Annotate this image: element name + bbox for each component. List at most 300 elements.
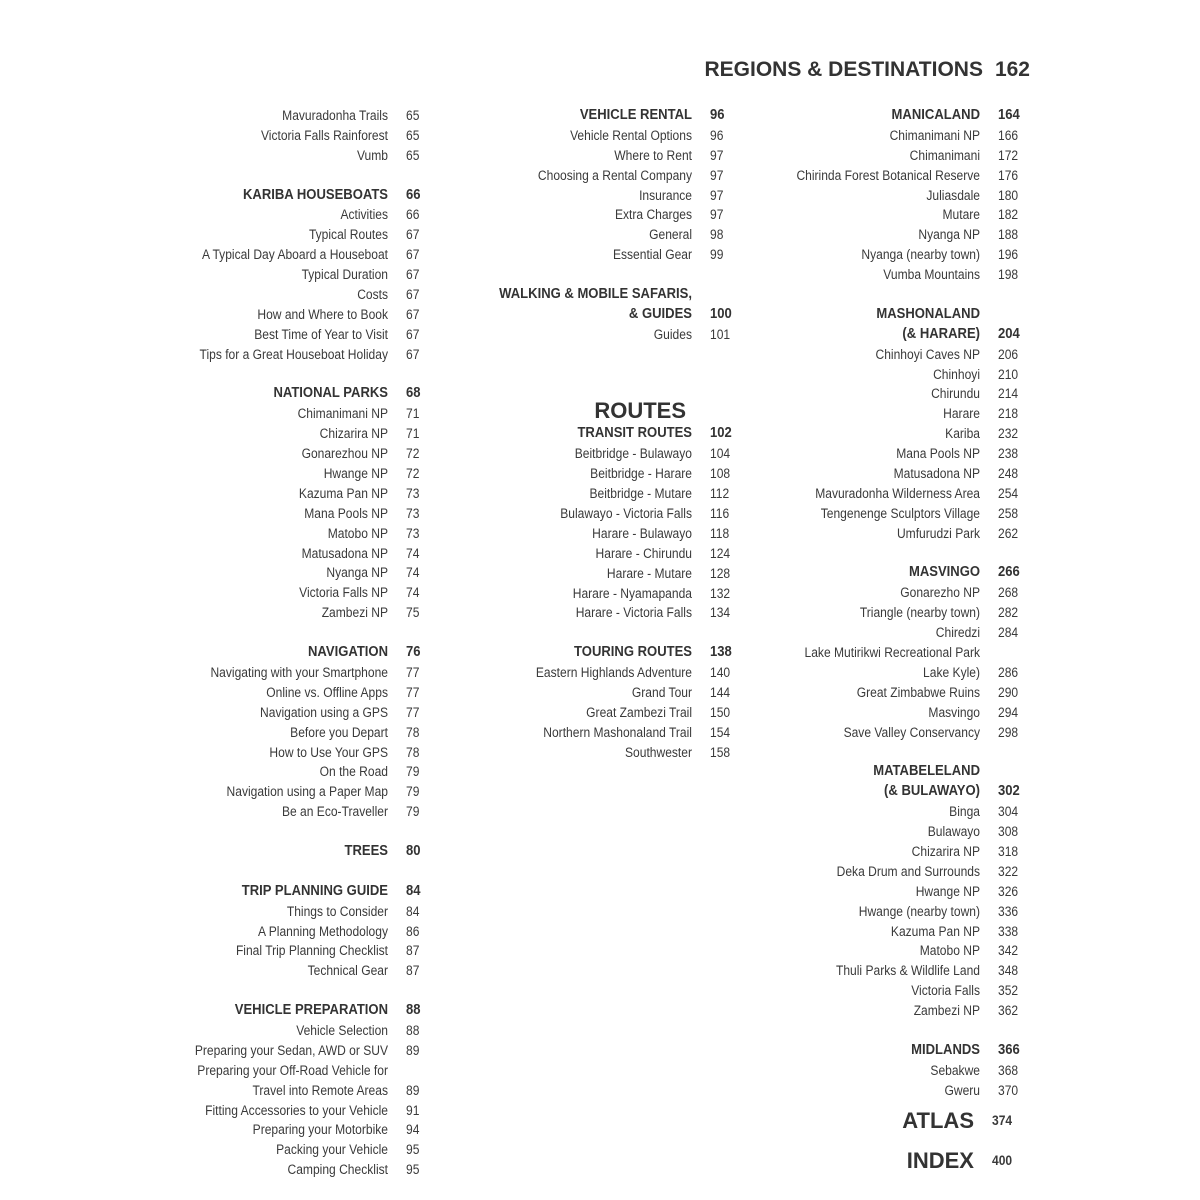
entry-page-number: 73 xyxy=(406,485,420,501)
toc-entry[interactable] xyxy=(791,941,1034,961)
toc-entry[interactable] xyxy=(791,524,1034,544)
entry-title: Preparing your Motorbike xyxy=(252,1122,388,1138)
entry-page-number: 164 xyxy=(998,107,1020,123)
toc-entry[interactable] xyxy=(179,603,442,623)
toc-entry[interactable] xyxy=(179,504,442,524)
entry-title: Kazuma Pan NP xyxy=(298,485,388,501)
entry-title: Nyanga NP xyxy=(326,565,388,581)
toc-entry[interactable] xyxy=(179,404,442,424)
entry-title: Navigation using a Paper Map xyxy=(226,784,388,800)
entry-title: Tips for a Great Houseboat Holiday xyxy=(199,346,388,362)
entry-page-number: 97 xyxy=(710,147,724,163)
entry-title: How to Use Your GPS xyxy=(269,744,388,760)
toc-entry[interactable] xyxy=(791,583,1034,603)
entry-title: Chimanimani NP xyxy=(889,127,980,143)
entry-title: Matusadona NP xyxy=(893,466,980,482)
entry-page-number: 182 xyxy=(998,207,1019,223)
toc-entry[interactable] xyxy=(476,325,746,345)
entry-page-number: 144 xyxy=(710,685,731,701)
toc-entry[interactable] xyxy=(476,245,746,265)
toc-entry[interactable] xyxy=(791,882,1034,902)
spacer xyxy=(476,623,746,643)
toc-entry[interactable] xyxy=(179,225,442,245)
entry-page-number: 66 xyxy=(406,207,420,223)
entry-page-number: 290 xyxy=(998,684,1019,700)
entry-page-number: 204 xyxy=(998,325,1020,342)
entry-title: Deka Drum and Surrounds xyxy=(836,863,980,879)
entry-page-number: 266 xyxy=(998,564,1020,581)
section-heading-page: 162 xyxy=(994,58,1030,81)
toc-entry[interactable] xyxy=(791,822,1034,842)
toc-column-3 xyxy=(764,106,1034,1181)
toc-entry[interactable] xyxy=(791,365,1034,385)
entry-title: MIDLANDS xyxy=(911,1041,980,1058)
entry-page-number: 100 xyxy=(710,305,732,322)
spacer xyxy=(476,365,746,385)
toc-entry[interactable] xyxy=(179,245,442,265)
entry-page-number: 73 xyxy=(406,525,420,541)
entry-title: Essential Gear xyxy=(612,247,692,263)
entry-title: Kariba xyxy=(945,426,980,442)
entry-title: Chinhoyi xyxy=(933,366,980,382)
entry-page-number: 65 xyxy=(406,147,420,163)
entry-page-number: 248 xyxy=(998,466,1019,482)
section-heading xyxy=(600,58,1030,82)
entry-page-number: 366 xyxy=(998,1041,1020,1058)
toc-entry[interactable] xyxy=(179,146,442,166)
toc-section-heading[interactable] xyxy=(791,305,1034,325)
entry-page-number: 101 xyxy=(710,326,731,342)
entry-title: Chizarira NP xyxy=(911,843,980,859)
entry-title: Matobo NP xyxy=(327,525,388,541)
toc-section-heading[interactable] xyxy=(791,762,1034,782)
entry-page-number: 77 xyxy=(406,704,420,720)
toc-section-heading[interactable] xyxy=(179,186,442,206)
entry-page-number: 95 xyxy=(406,1142,420,1158)
toc-entry[interactable] xyxy=(791,643,1034,663)
entry-page-number: 98 xyxy=(710,227,724,243)
entry-page-number: 97 xyxy=(710,167,724,183)
entry-page-number: 74 xyxy=(406,545,420,561)
spacer xyxy=(179,822,442,842)
spacer xyxy=(791,544,1034,564)
toc-entry[interactable] xyxy=(791,1081,1034,1101)
entry-page-number: 72 xyxy=(406,466,420,482)
entry-title: A Planning Methodology xyxy=(258,923,388,939)
entry-page-number: 140 xyxy=(710,665,731,681)
toc-section-heading[interactable] xyxy=(791,325,1034,345)
spacer xyxy=(179,365,442,385)
entry-title: Mavuradonha Wilderness Area xyxy=(815,485,980,501)
entry-page-number: 75 xyxy=(406,605,420,621)
entry-page-number: 67 xyxy=(406,287,420,303)
entry-page-number: 198 xyxy=(998,267,1019,283)
entry-page-number: 118 xyxy=(710,525,730,541)
toc-entry[interactable] xyxy=(791,961,1034,981)
toc-entry[interactable] xyxy=(791,504,1034,524)
toc-entry[interactable] xyxy=(476,186,746,206)
toc-entry[interactable] xyxy=(179,703,442,723)
toc-entry[interactable] xyxy=(179,484,442,504)
toc-entry[interactable] xyxy=(179,1160,442,1180)
toc-entry[interactable] xyxy=(179,663,442,683)
entry-title: Chimanimani xyxy=(909,147,980,163)
toc-entry[interactable] xyxy=(179,305,442,325)
toc-entry[interactable] xyxy=(179,1041,442,1061)
entry-page-number: 89 xyxy=(406,1042,420,1058)
toc-entry[interactable] xyxy=(791,245,1034,265)
spacer xyxy=(476,265,746,285)
entry-title: Harare - Mutare xyxy=(606,565,692,581)
major-section-entry[interactable] xyxy=(764,1101,1034,1141)
entry-title: Travel into Remote Areas xyxy=(252,1082,388,1098)
toc-entry[interactable] xyxy=(791,922,1034,942)
toc-entry[interactable] xyxy=(179,683,442,703)
entry-page-number: 96 xyxy=(710,107,725,123)
entry-title: Northern Mashonaland Trail xyxy=(543,724,692,740)
toc-entry[interactable] xyxy=(791,703,1034,723)
toc-entry[interactable] xyxy=(179,723,442,743)
entry-title: Umfurudzi Park xyxy=(896,525,980,541)
toc-entry[interactable] xyxy=(791,166,1034,186)
entry-page-number: 282 xyxy=(998,605,1019,621)
entry-title: Lake Mutirikwi Recreational Park xyxy=(804,645,980,661)
toc-section-heading[interactable] xyxy=(791,563,1034,583)
toc-entry[interactable] xyxy=(476,166,746,186)
toc-section-heading[interactable] xyxy=(476,643,746,663)
entry-title: Save Valley Conservancy xyxy=(843,724,980,740)
toc-entry[interactable] xyxy=(791,603,1034,623)
entry-page-number: 298 xyxy=(998,724,1019,740)
entry-page-number: 99 xyxy=(710,247,724,263)
toc-entry[interactable] xyxy=(791,225,1034,245)
toc-column-2 xyxy=(446,106,746,763)
toc-entry[interactable] xyxy=(179,265,442,285)
toc-entry[interactable] xyxy=(791,1001,1034,1021)
toc-entry[interactable] xyxy=(791,862,1034,882)
entry-title: NAVIGATION xyxy=(307,644,388,661)
entry-title: Vumba Mountains xyxy=(883,267,980,283)
entry-page-number: 67 xyxy=(406,247,420,263)
toc-section-heading[interactable] xyxy=(476,305,746,325)
toc-section-heading[interactable] xyxy=(791,782,1034,802)
toc-entry[interactable] xyxy=(791,424,1034,444)
entry-page-number: 318 xyxy=(998,843,1019,859)
toc-entry[interactable] xyxy=(791,663,1034,683)
entry-page-number: 132 xyxy=(710,585,731,601)
entry-page-number: 67 xyxy=(406,267,420,283)
entry-title: Final Trip Planning Checklist xyxy=(235,943,388,959)
entry-title: A Typical Day Aboard a Houseboat xyxy=(201,247,388,263)
entry-page-number: 73 xyxy=(406,505,420,521)
entry-title: Mutare xyxy=(942,207,980,223)
entry-page-number: 294 xyxy=(998,704,1019,720)
toc-entry[interactable] xyxy=(179,743,442,763)
entry-page-number: 158 xyxy=(710,744,731,760)
toc-entry[interactable] xyxy=(179,524,442,544)
toc-entry[interactable] xyxy=(791,902,1034,922)
toc-entry[interactable] xyxy=(476,703,746,723)
toc-section-heading[interactable] xyxy=(476,424,746,444)
entry-title: On the Road xyxy=(319,764,388,780)
toc-section-heading[interactable] xyxy=(179,1001,442,1021)
toc-entry[interactable] xyxy=(476,584,746,604)
entry-page-number: 286 xyxy=(998,664,1019,680)
entry-title: Gweru xyxy=(944,1082,980,1098)
entry-title: Mavuradonha Trails xyxy=(282,108,388,123)
toc-column-1 xyxy=(150,106,442,1180)
toc-entry[interactable] xyxy=(476,743,746,763)
entry-title: Mana Pools NP xyxy=(896,446,980,462)
toc-entry[interactable] xyxy=(179,126,442,146)
toc-entry[interactable] xyxy=(179,802,442,822)
spacer xyxy=(179,981,442,1001)
toc-entry[interactable] xyxy=(476,663,746,683)
entry-title: TRIP PLANNING GUIDE xyxy=(241,882,388,899)
entry-page-number: 124 xyxy=(710,545,731,561)
entry-title: Fitting Accessories to your Vehicle xyxy=(205,1102,388,1118)
entry-title: Victoria Falls xyxy=(911,983,980,999)
toc-entry[interactable] xyxy=(179,325,442,345)
entry-page-number: 79 xyxy=(406,784,420,800)
entry-page-number: 84 xyxy=(406,903,420,919)
toc-entry[interactable] xyxy=(179,563,442,583)
entry-title: Before you Depart xyxy=(290,724,388,740)
entry-page-number: 154 xyxy=(710,724,731,740)
toc-section-heading[interactable] xyxy=(179,643,442,663)
entry-page-number: 71 xyxy=(406,406,420,422)
toc-entry[interactable] xyxy=(476,683,746,703)
entry-title: WALKING & MOBILE SAFARIS, xyxy=(499,286,692,303)
toc-section-heading[interactable] xyxy=(791,1041,1034,1061)
entry-title: Lake Kyle) xyxy=(923,664,980,680)
entry-title: Vehicle Rental Options xyxy=(570,127,692,143)
entry-title: Victoria Falls Rainforest xyxy=(260,127,388,143)
toc-entry[interactable] xyxy=(791,802,1034,822)
entry-title: Great Zambezi Trail xyxy=(586,704,692,720)
toc-entry[interactable] xyxy=(476,603,746,623)
entry-title: Nyanga NP xyxy=(918,227,980,243)
entry-title: Eastern Highlands Adventure xyxy=(535,665,692,681)
toc-entry[interactable] xyxy=(791,265,1034,285)
toc-entry[interactable] xyxy=(179,205,442,225)
entry-title: Sebakwe xyxy=(930,1062,980,1078)
toc-entry[interactable] xyxy=(791,981,1034,1001)
toc-entry[interactable] xyxy=(476,504,746,524)
entry-page-number: 89 xyxy=(406,1082,420,1098)
entry-title: Navigation using a GPS xyxy=(260,704,388,720)
toc-entry[interactable] xyxy=(476,205,746,225)
toc-entry[interactable] xyxy=(179,424,442,444)
toc-entry[interactable] xyxy=(179,1081,442,1101)
entry-page-number: 166 xyxy=(998,127,1019,143)
toc-entry[interactable] xyxy=(791,842,1034,862)
toc-entry[interactable] xyxy=(179,922,442,942)
entry-title: Typical Routes xyxy=(308,227,388,243)
toc-section-heading[interactable] xyxy=(179,842,442,862)
entry-title: Typical Duration xyxy=(301,267,388,283)
entry-title: (& HARARE) xyxy=(902,325,980,342)
major-section-entry[interactable] xyxy=(764,1141,1034,1181)
entry-title: Gonarezhou NP xyxy=(301,446,388,462)
toc-entry[interactable] xyxy=(179,1061,442,1081)
entry-title: Extra Charges xyxy=(614,207,692,223)
entry-page-number: 308 xyxy=(998,824,1019,840)
entry-page-number: 77 xyxy=(406,664,420,680)
toc-entry[interactable] xyxy=(791,623,1034,643)
toc-entry[interactable] xyxy=(179,1101,442,1121)
entry-page-number: 66 xyxy=(406,186,421,203)
toc-entry[interactable] xyxy=(791,464,1034,484)
entry-page-number: 352 xyxy=(998,983,1019,999)
toc-entry[interactable] xyxy=(476,723,746,743)
spacer xyxy=(179,166,442,186)
entry-title: MASVINGO xyxy=(908,564,980,581)
entry-title: & GUIDES xyxy=(628,305,692,322)
toc-entry[interactable] xyxy=(476,484,746,504)
entry-title: NATIONAL PARKS xyxy=(273,385,388,402)
section-heading-title: REGIONS & DESTINATIONS xyxy=(704,58,983,81)
spacer xyxy=(179,623,442,643)
toc-entry[interactable] xyxy=(791,484,1034,504)
toc-entry[interactable] xyxy=(791,345,1034,365)
toc-section-heading[interactable] xyxy=(476,106,746,126)
entry-page-number: 134 xyxy=(710,605,731,621)
entry-page-number: 362 xyxy=(998,1003,1019,1019)
toc-entry[interactable] xyxy=(179,464,442,484)
toc-entry[interactable] xyxy=(476,444,746,464)
toc-entry[interactable] xyxy=(791,186,1034,206)
entry-title: Packing your Vehicle xyxy=(276,1142,388,1158)
toc-entry[interactable] xyxy=(179,345,442,365)
entry-title: KARIBA HOUSEBOATS xyxy=(242,186,388,203)
entry-title: TREES xyxy=(344,842,388,859)
toc-entry[interactable] xyxy=(476,524,746,544)
toc-entry[interactable] xyxy=(791,444,1034,464)
entry-page-number: 262 xyxy=(998,525,1019,541)
toc-entry[interactable] xyxy=(476,225,746,245)
entry-title: Where to Rent xyxy=(614,147,692,163)
routes-heading: ROUTES xyxy=(594,398,686,424)
entry-title: Kazuma Pan NP xyxy=(890,923,980,939)
entry-title: Harare xyxy=(943,406,980,422)
spacer xyxy=(791,285,1034,305)
entry-title: Harare - Chirundu xyxy=(595,545,692,561)
entry-page-number: 97 xyxy=(710,207,724,223)
toc-entry[interactable] xyxy=(179,444,442,464)
entry-title: Great Zimbabwe Ruins xyxy=(856,684,980,700)
entry-page-number: 128 xyxy=(710,565,731,581)
entry-page-number: 74 xyxy=(406,565,420,581)
entry-page-number: 172 xyxy=(998,147,1019,163)
entry-page-number: 254 xyxy=(998,485,1019,501)
entry-title: Costs xyxy=(357,287,388,303)
toc-entry[interactable] xyxy=(179,583,442,603)
entry-title: Navigating with your Smartphone xyxy=(210,664,388,680)
entry-page-number: 74 xyxy=(406,585,420,601)
toc-section-heading[interactable] xyxy=(476,285,746,305)
entry-page-number: 87 xyxy=(406,943,420,959)
entry-page-number: 348 xyxy=(998,963,1019,979)
entry-page-number: 238 xyxy=(998,446,1019,462)
toc-entry[interactable] xyxy=(476,464,746,484)
entry-page-number: 67 xyxy=(406,306,420,322)
toc-entry[interactable] xyxy=(791,126,1034,146)
toc-entry[interactable] xyxy=(179,902,442,922)
entry-title: Chirundu xyxy=(931,386,980,402)
toc-entry[interactable] xyxy=(476,564,746,584)
entry-title: MANICALAND xyxy=(891,107,980,123)
toc-entry[interactable] xyxy=(476,146,746,166)
toc-entry[interactable] xyxy=(179,1021,442,1041)
entry-page-number: 302 xyxy=(998,783,1020,800)
entry-title: Vumb xyxy=(356,147,388,163)
entry-page-number: 400 xyxy=(992,1153,1013,1169)
toc-entry[interactable] xyxy=(179,106,442,126)
entry-page-number: 65 xyxy=(406,127,420,143)
entry-title: Choosing a Rental Company xyxy=(537,167,692,183)
entry-title: Preparing your Sedan, AWD or SUV xyxy=(194,1042,388,1058)
toc-entry[interactable] xyxy=(791,723,1034,743)
toc-entry[interactable] xyxy=(179,762,442,782)
toc-entry[interactable] xyxy=(791,146,1034,166)
toc-entry[interactable] xyxy=(476,544,746,564)
toc-entry[interactable] xyxy=(179,1120,442,1140)
entry-page-number: 80 xyxy=(406,842,421,859)
entry-page-number: 336 xyxy=(998,903,1019,919)
entry-page-number: 79 xyxy=(406,764,420,780)
entry-page-number: 218 xyxy=(998,406,1019,422)
entry-page-number: 67 xyxy=(406,227,420,243)
entry-title: VEHICLE PREPARATION xyxy=(234,1002,388,1019)
toc-section-heading[interactable] xyxy=(179,384,442,404)
entry-title: Bulawayo xyxy=(927,824,980,840)
entry-page-number: 268 xyxy=(998,585,1019,601)
entry-title: Best Time of Year to Visit xyxy=(254,326,388,342)
toc-entry[interactable] xyxy=(179,285,442,305)
toc-section-heading[interactable] xyxy=(791,106,1034,126)
toc-entry[interactable] xyxy=(179,1140,442,1160)
entry-title: Chimanimani NP xyxy=(297,406,388,422)
toc-section-heading[interactable] xyxy=(179,882,442,902)
toc-entry[interactable] xyxy=(791,683,1034,703)
toc-entry[interactable] xyxy=(179,941,442,961)
toc-entry[interactable] xyxy=(791,404,1034,424)
entry-page-number: 258 xyxy=(998,505,1019,521)
entry-title: Victoria Falls NP xyxy=(299,585,388,601)
toc-entry[interactable] xyxy=(791,384,1034,404)
entry-title: Preparing your Off-Road Vehicle for xyxy=(197,1062,388,1078)
toc-entry[interactable] xyxy=(179,544,442,564)
entry-title: Be an Eco-Traveller xyxy=(281,804,388,820)
entry-page-number: 67 xyxy=(406,346,420,362)
toc-entry[interactable] xyxy=(179,961,442,981)
toc-entry[interactable] xyxy=(791,1061,1034,1081)
entry-page-number: 180 xyxy=(998,187,1019,203)
entry-title: Matusadona NP xyxy=(301,545,388,561)
entry-page-number: 150 xyxy=(710,704,731,720)
toc-entry[interactable] xyxy=(179,782,442,802)
entry-page-number: 76 xyxy=(406,644,421,661)
toc-entry[interactable] xyxy=(476,126,746,146)
entry-page-number: 77 xyxy=(406,684,420,700)
entry-page-number: 97 xyxy=(710,187,724,203)
toc-entry[interactable] xyxy=(791,205,1034,225)
entry-page-number: 68 xyxy=(406,385,421,402)
entry-page-number: 79 xyxy=(406,804,420,820)
entry-title: General xyxy=(649,227,692,243)
entry-page-number: 71 xyxy=(406,426,420,442)
